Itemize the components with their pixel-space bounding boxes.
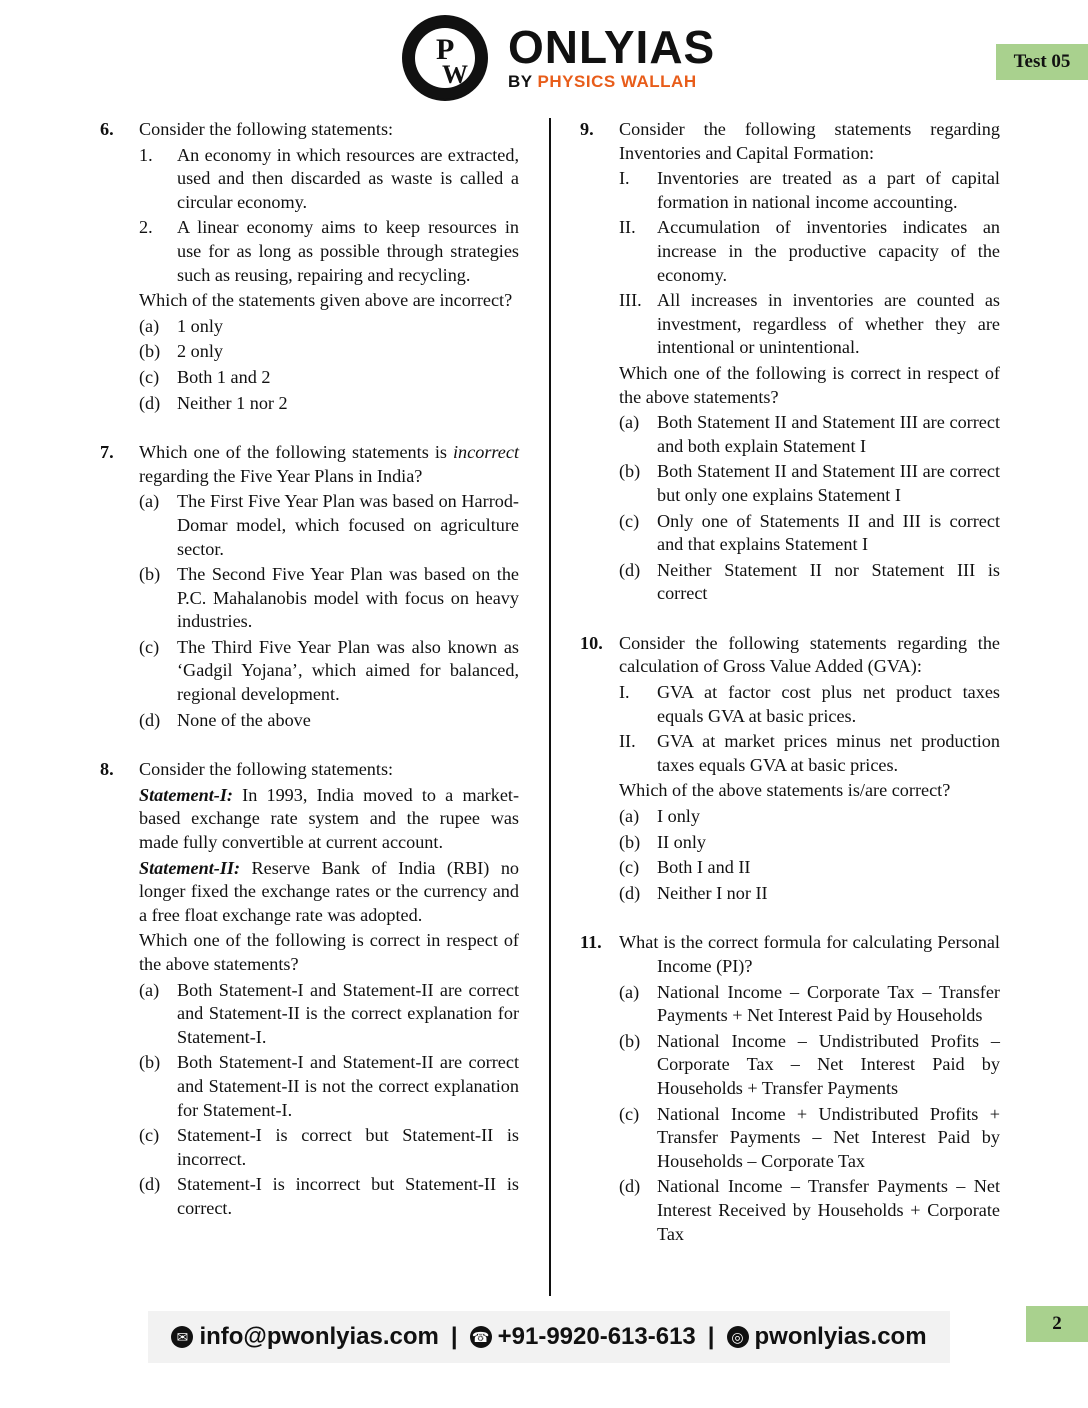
option-c: (c) The Third Five Year Plan was also known as ‘Gadgil Yojana’, which aimed for balanced, regional development. (139, 636, 519, 705)
right-column (580, 118, 1000, 1272)
option-a: (a) I only (619, 806, 700, 827)
pw-logo-icon (402, 15, 488, 101)
question-prompt: Which of the statements given above are incorrect? (139, 290, 513, 311)
question-number: 11. (580, 932, 602, 953)
phone-icon: ☎ (470, 1326, 492, 1348)
option-d: (d) Statement-I is incorrect but Statement-II is correct. (139, 1174, 519, 1218)
statement: II. Accumulation of inventories indicates an increase in the productive capacity of the economy. (619, 217, 1000, 285)
statement-2: Statement-II: Reserve Bank of India (RBI) no longer fixed the exchange rates or the currency and a free float exchange rate was adopted. (139, 857, 520, 925)
question-text: Consider the following statements regarding the calculation of Gross Value Added (GVA): (619, 632, 1000, 677)
question-number: 10. (580, 632, 603, 653)
page-header (0, 0, 1088, 110)
page-number: 2 (1026, 1306, 1088, 1342)
question-number: 8. (100, 759, 114, 780)
emphasis-incorrect: incorrect (453, 442, 519, 463)
brand-name: ONLYIAS (508, 21, 716, 73)
question-number: 9. (580, 119, 594, 139)
statement: III. All increases in inventories are counted as investment, regardless of whether they are intentional or unintentional. (619, 290, 1000, 358)
footer-separator: | (450, 1323, 458, 1350)
option-d: (d) Neither I nor II (619, 882, 768, 903)
question-text: Consider the following statements regarding Inventories and Capital Formation: (619, 119, 1000, 163)
option-b: (b) Both Statement II and Statement III are correct but only one explains Statement I (619, 461, 1000, 505)
footer-separator: | (707, 1323, 715, 1350)
svg-text:W: W (442, 60, 468, 89)
option-a: (a) The First Five Year Plan was based on Harrod-Domar model, which focused on agriculture sector. (139, 491, 519, 559)
option-a: (a) 1 only (139, 315, 223, 336)
option-a: (a) National Income – Corporate Tax – Transfer Payments + Net Interest Paid by Households (619, 981, 1000, 1026)
statement: 1. An economy in which resources are extracted, used and then discarded as waste is called a circular economy. (139, 144, 519, 212)
statement: II. GVA at market prices minus net production taxes equals GVA at basic prices. (619, 731, 1000, 775)
option-b: (b) II only (619, 831, 706, 852)
left-column (100, 118, 519, 1247)
question-number: 7. (100, 442, 114, 463)
question-prompt: Which one of the following is correct in respect of the above statements? (619, 362, 1000, 407)
option-d: (d) None of the above (139, 709, 311, 730)
question-9 (580, 118, 1000, 606)
option-c: (c) Both 1 and 2 (139, 366, 271, 387)
brand-physics-wallah: PHYSICS WALLAH (537, 72, 697, 91)
question-number: 6. (100, 119, 114, 139)
option-d: (d) National Income – Transfer Payments – Net Interest Received by Households + Corporate Tax (619, 1176, 1000, 1244)
question-11 (580, 931, 1000, 1246)
question-7 (100, 441, 519, 732)
column-divider (549, 118, 551, 1296)
question-text: Consider the following statements: (139, 119, 394, 139)
option-d: (d) Neither Statement II nor Statement III is correct (619, 559, 1000, 604)
question-prompt: Which one of the following is correct in respect of the above statements? (139, 930, 519, 974)
pw-logo (402, 15, 488, 101)
footer-website[interactable]: pwonlyias.com (754, 1323, 927, 1350)
statement: 2. A linear economy aims to keep resources in use for as long as possible through strategies such as reusing, repairing and recycling. (139, 217, 519, 285)
statement: I. GVA at factor cost plus net product taxes equals GVA at basic prices. (619, 682, 1000, 726)
statement-1: Statement-I: In 1993, India moved to a market-based exchange rate system and the rupee was made fully convertible at current account. (139, 784, 519, 853)
question-8 (100, 758, 519, 1220)
globe-icon: ◎ (727, 1326, 749, 1348)
option-c: (c) Statement-I is correct but Statement-II is incorrect. (139, 1125, 519, 1169)
question-text: Consider the following statements: (139, 759, 394, 780)
logo-letters: P (436, 33, 455, 66)
option-c: (c) Both I and II (619, 857, 751, 878)
option-c: (c) Only one of Statements II and III is correct and that explains Statement I (619, 510, 1000, 555)
option-a: (a) Both Statement II and Statement III are correct and both explain Statement I (619, 412, 1000, 456)
option-d: (d) Neither 1 nor 2 (139, 392, 288, 413)
question-10 (580, 632, 1000, 906)
footer-email[interactable]: info@pwonlyias.com (199, 1323, 439, 1350)
brand-subtitle (508, 72, 715, 92)
footer-contact-bar (148, 1311, 950, 1363)
brand (508, 21, 716, 92)
question-text: What is the correct formula for calculating Personal Income (PI)? (619, 932, 1000, 976)
footer-phone[interactable]: +91-9920-613-613 (497, 1323, 696, 1350)
option-a: (a) Both Statement-I and Statement-II are correct and Statement-II is the correct explanation for Statement-I. (139, 979, 519, 1047)
question-prompt: Which of the above statements is/are correct? (619, 780, 951, 801)
option-b: (b) The Second Five Year Plan was based on the P.C. Mahalanobis model with focus on heavy industries. (139, 564, 519, 632)
brand-by: BY (508, 72, 533, 91)
option-c: (c) National Income + Undistributed Profits + Transfer Payments – Net Interest Paid by Households – Corporate Tax (619, 1103, 1000, 1171)
test-tag: Test 05 (996, 44, 1088, 80)
option-b: (b) Both Statement-I and Statement-II are correct and Statement-II is not the correct explanation for Statement-I. (139, 1052, 519, 1120)
statement: I. Inventories are treated as a part of capital formation in national income accounting. (619, 168, 1000, 212)
question-text: Which one of the following statements is incorrect regarding the Five Year Plans in India? (139, 442, 519, 486)
question-6 (100, 118, 519, 415)
option-b: (b) 2 only (139, 341, 223, 362)
option-b: (b) National Income – Undistributed Profits – Corporate Tax – Net Interest Paid by Households + Transfer Payments (619, 1030, 1000, 1098)
email-icon: ✉ (171, 1326, 193, 1348)
